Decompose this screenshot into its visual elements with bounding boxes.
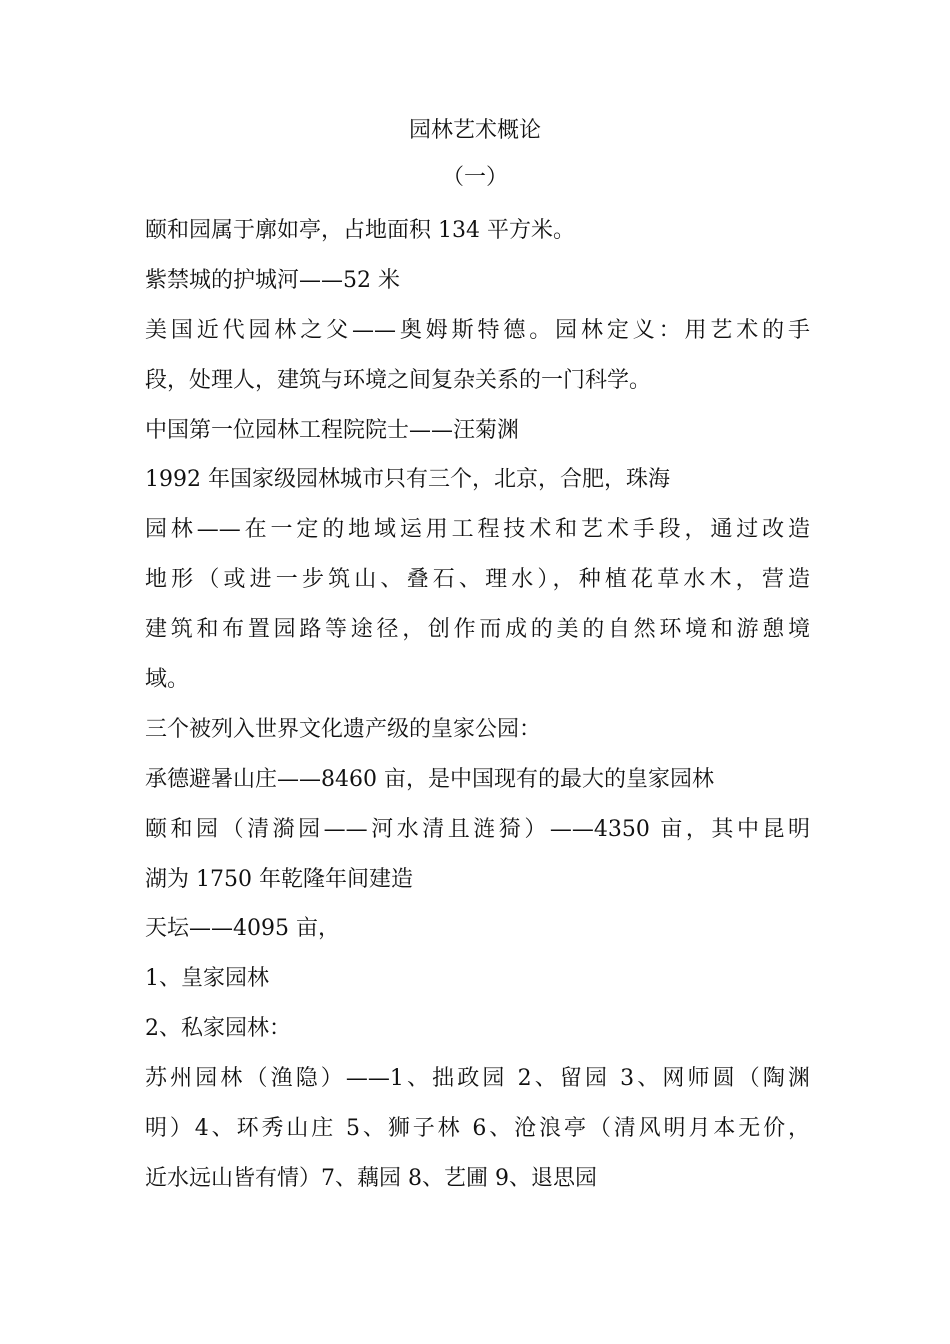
document-title: 园林艺术概论 — [408, 118, 541, 143]
text-line: 天坛——4095 亩， — [145, 916, 340, 942]
text-line: 域。 — [145, 667, 190, 693]
text-line: 中国第一位园林工程院院士——汪菊渊 — [145, 417, 520, 443]
text-line: 1992 年国家级园林城市只有三个，北京，合肥，珠海 — [145, 467, 670, 493]
text-line: 1、皇家园林 — [145, 966, 269, 992]
text-line: 园林——在一定的地域运用工程技术和艺术手段，通过改造 — [145, 517, 810, 543]
text-line: 明）4、环秀山庄 5、狮子林 6、沧浪亭（清风明月本无价， — [145, 1116, 810, 1142]
text-line: 段，处理人，建筑与环境之间复杂关系的一门科学。 — [145, 367, 652, 393]
text-line: 三个被列入世界文化遗产级的皇家公园： — [145, 716, 542, 742]
text-line: 颐和园（清漪园——河水清且涟猗）——4350 亩，其中昆明 — [145, 816, 810, 842]
text-line: 地形（或进一步筑山、叠石、理水），种植花草水木，营造 — [145, 567, 810, 593]
text-line: 建筑和布置园路等途径，创作而成的美的自然环境和游憩境 — [145, 617, 810, 643]
text-line: 苏州园林（渔隐）——1、拙政园 2、留园 3、网师圆（陶渊 — [145, 1066, 810, 1092]
document-subtitle: （一） — [441, 165, 508, 190]
text-line: 美国近代园林之父——奥姆斯特德。园林定义：用艺术的手 — [145, 317, 810, 343]
text-line: 湖为 1750 年乾隆年间建造 — [145, 866, 413, 892]
text-line: 紫禁城的护城河——52 米 — [145, 267, 400, 293]
document-body — [145, 209, 810, 1207]
text-line: 承德避暑山庄——8460 亩，是中国现有的最大的皇家园林 — [145, 766, 714, 792]
text-line: 颐和园属于廓如亭，占地面积 134 平方米。 — [145, 218, 575, 243]
text-line: 2、私家园林： — [145, 1016, 291, 1042]
text-line: 近水远山皆有情）7、藕园 8、艺圃 9、退思园 — [145, 1165, 597, 1191]
